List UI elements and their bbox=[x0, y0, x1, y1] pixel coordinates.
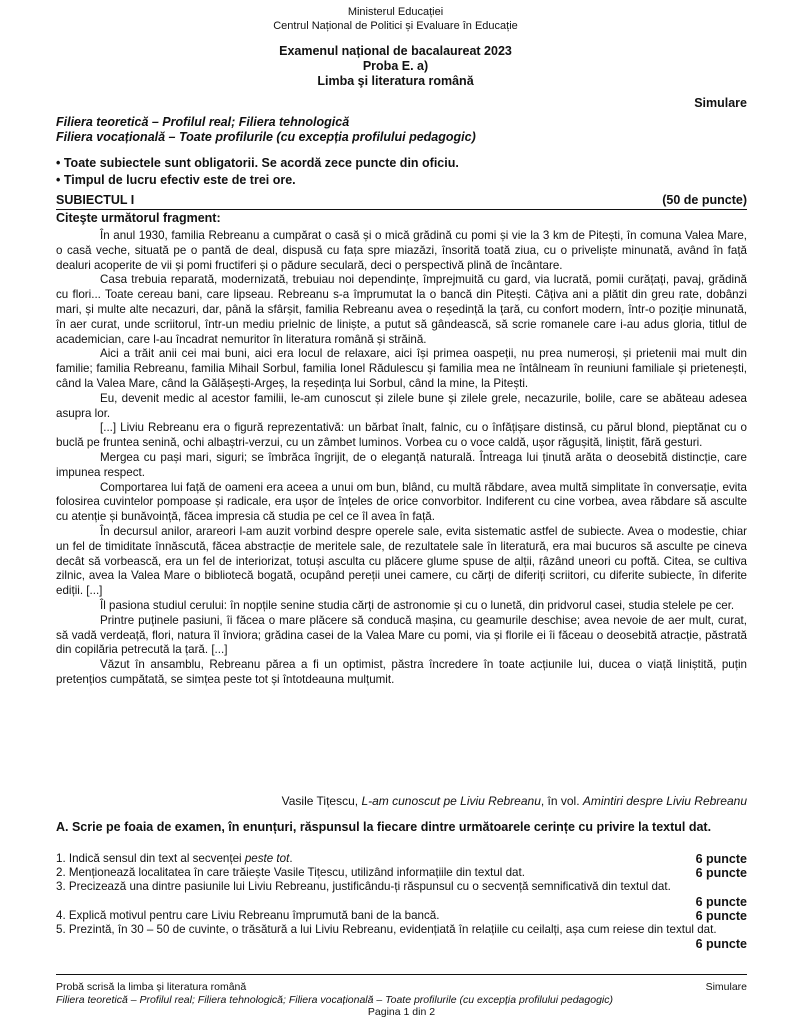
source-citation bbox=[282, 794, 747, 809]
subject-heading bbox=[56, 193, 747, 208]
question-points: 6 puncte bbox=[690, 937, 747, 951]
question-list bbox=[56, 852, 747, 952]
fragment-paragraph: Mergea cu pași mari, siguri; se îmbrăca îngrijit, de o eleganță naturală. Întreaga lui ținută arăta o deosebită distincție, care impunea respect. bbox=[56, 450, 747, 479]
filiera-block bbox=[56, 115, 476, 145]
question-1-text: 1. Indică sensul din text al secvenței bbox=[56, 852, 242, 865]
footer-simulare: Simulare bbox=[705, 981, 747, 993]
text-fragment bbox=[56, 229, 747, 688]
fragment-paragraph: În decursul anilor, arareori l-am auzit vorbind despre operele sale, evita sistematic astfel de subiecte. Avea o modestie, chiar un fel de timiditate înnăscută, făcea abstracție de meritele sale, de rezultatele sale în literatură, era mai bucuros să asculte pe cineva decât să vorbească, era un fel de interiorizat, totuși asculta cu plăcere glume spuse de alții, râzând uneori cu poftă. Citea, se cultiva zilnic, avea la Valea Mare o bibliotecă bogată, ocupând pereții unei camere, cu cărți de diferiți scriitori, cu diferite subiecte, în diferite ediții. [...] bbox=[56, 524, 747, 598]
center-name: Centrul Național de Politici și Evaluare în Educație bbox=[273, 20, 518, 32]
question-2-text: 2. Menționează localitatea în care trăiește Vasile Tițescu, utilizând informațiile din textul dat. bbox=[56, 866, 525, 880]
fragment-paragraph: Eu, devenit medic al acestor familii, le-am cunoscut și zilele bune și zilele grele, necazurile, bolile, care se abăteau adesea asupra lor. bbox=[56, 391, 747, 420]
exam-titles bbox=[0, 44, 791, 89]
fragment-paragraph: Comportarea lui față de oameni era aceea a unui om bun, blând, cu multă răbdare, avea multă simplitate în conversație, evita folosirea cuvintelor pompoase și radicale, era ușor de înțeles de orice convorbitor. Indiferent cu cine vorbea, avea răbdare să asculte cu atenție și bunăvoință, făcea impresia că studia pe cel ce îl avea în față. bbox=[56, 480, 747, 524]
question-3-text: 3. Precizează una dintre pasiunile lui Liviu Rebreanu, justificându-ți răspunsul cu o secvență semnificativă din textul dat. bbox=[56, 880, 671, 894]
question-1-end: . bbox=[289, 852, 293, 865]
filiera-line-1: Filiera teoretică – Profilul real; Filiera tehnologică bbox=[56, 115, 350, 129]
footer-exam: Probă scrisă la limba și literatura română bbox=[56, 981, 247, 993]
subject-divider bbox=[56, 209, 747, 210]
footer-filiera: Filiera teoretică – Profilul real; Filiera tehnologică; Filiera vocațională – Toate profilurile (cu excepția profilului pedagogic) bbox=[56, 993, 613, 1006]
fragment-paragraph: Aici a trăit anii cei mai buni, aici era locul de relaxare, aici își primea oaspeții, nu prea numeroși, și prietenii mai mult din familie; familia Rebreanu, familia Mihail Sorbul, familia Ionel Rădulescu și familia mea ne întâlneam în reuniuni familiale și prietenești, când la Valea Mare, când la Gălășești-Argeș, la reședința lui Sorbul, când la mine, la Pitești. bbox=[56, 347, 747, 390]
subject-name: Limba şi literatura română bbox=[317, 74, 474, 88]
footer-row bbox=[56, 975, 747, 994]
question-points: 6 puncte bbox=[695, 894, 747, 909]
fragment-paragraph: Văzut în ansamblu, Rebreanu părea a fi un optimist, păstra încredere în toate acțiunile lui, ducea o viață liniștită, puțin pretențios cumpătată, se simțea peste tot și întotdeauna mulțumit. bbox=[56, 658, 747, 686]
subject-title: SUBIECTUL I bbox=[56, 193, 135, 207]
fragment-paragraph: Îl pasiona studiul cerului: în nopțile senine studia cărți de astronomie și cu o lunetă, din pridvorul casei, studia stelele pe cer. bbox=[100, 598, 735, 612]
rule-item: • Timpul de lucru efectiv este de trei ore. bbox=[56, 173, 296, 187]
page-number: Pagina 1 din 2 bbox=[367, 1006, 436, 1018]
question-5 bbox=[56, 923, 747, 952]
fragment-paragraph: Casa trebuia reparată, modernizată, trebuiau noi dependințe, împrejmuită cu gard, via lucrată, pomii curățați, pavaj, grădină cu flori... Toate cereau bani, care lipseau. Rebreanu s-a împrumutat la o bancă din Pitești. Câțiva ani a plătit din greu rate, dobânzi mari, și multe alte necazuri, dar, până la sfârșit, familia Rebreanu avea o reședință la țară, cu confort modern, într-o poziție minunată, în aer curat, unde scriitorul, într-un mediu prielnic de liniște, a putut să gândească, să scrie romanele care i-au adus gloria, titlul de academician, care l-au încadrat nemuritor în literatura română și străină. bbox=[56, 273, 747, 346]
question-1-phrase: peste tot bbox=[244, 852, 290, 865]
question-4-text: 4. Explică motivul pentru care Liviu Rebreanu împrumută bani de la bancă. bbox=[56, 908, 440, 922]
ministry-name: Ministerul Educației bbox=[347, 6, 444, 18]
requirements-heading: A. Scrie pe foaia de examen, în enunțuri, răspunsul la fiecare dintre următoarele cerințe cu privire la textul dat. bbox=[56, 820, 712, 834]
source-title: L-am cunoscut pe Liviu Rebreanu bbox=[361, 794, 541, 808]
fragment-paragraph: În anul 1930, familia Rebreanu a cumpărat o casă și o mică grădină cu pomi și vie la 3 km de Pitești, în comuna Valea Mare, o casă veche, situată pe o pantă de deal, dispusă cu fața spre miazăzi, însorită toată ziua, cu o priveliște minunată, având în față dealuri acoperite de vii și pomi fructiferi și o pădure seculară, deci o perspectivă plină de încântare. bbox=[56, 229, 747, 272]
filiera-line-2: Filiera vocațională – Toate profilurile (cu excepția profilului pedagogic) bbox=[56, 130, 476, 144]
question-1 bbox=[56, 852, 747, 866]
question-2 bbox=[56, 866, 747, 880]
read-instruction: Citeşte următorul fragment: bbox=[56, 211, 221, 225]
exam-rules bbox=[56, 155, 459, 189]
question-3 bbox=[56, 880, 747, 908]
source-volume: Amintiri despre Liviu Rebreanu bbox=[582, 794, 747, 808]
question-points: 6 puncte bbox=[690, 866, 747, 880]
ministry-header bbox=[0, 5, 791, 33]
question-4 bbox=[56, 909, 747, 923]
rule-item: • Toate subiectele sunt obligatorii. Se acordă zece puncte din oficiu. bbox=[56, 156, 459, 170]
question-points: 6 puncte bbox=[690, 909, 747, 923]
fragment-paragraph: Printre puținele pasiuni, îi făcea o mare plăcere să conducă mașina, cu geamurile deschise; avea nevoie de aer mult, curat, să vadă verdeață, flori, natura îl înviora; grădina casei de la Valea Mare cu pomi, via și florile ei îi făceau o deosebită atracție, păstrată din copilăria petrecută la țară. [...] bbox=[56, 613, 747, 657]
question-points: 6 puncte bbox=[690, 852, 747, 866]
exam-title: Examenul național de bacalaureat 2023 bbox=[279, 44, 512, 58]
source-mid: , în vol. bbox=[540, 794, 580, 808]
source-author: Vasile Tițescu, bbox=[281, 794, 359, 808]
page-footer bbox=[56, 974, 747, 1019]
question-5-text: 5. Prezintă, în 30 – 50 de cuvinte, o trăsătură a lui Liviu Rebreanu, evidențiată în relațiile cu ceilalți, așa cum reiese din textul dat. bbox=[56, 923, 717, 937]
proba-label: Proba E. a) bbox=[362, 59, 429, 73]
simulare-label: Simulare bbox=[694, 96, 747, 110]
fragment-paragraph: [...] Liviu Rebreanu era o figură reprezentativă: un bărbat înalt, falnic, cu o înfățișare distinsă, cu părul blond, pieptănat cu o buclă pe fruntea senină, ochi albaștri-verzui, cu un zâmbet luminos. Vorbea cu o voce caldă, ușor răgușită, liniștit, fără gesturi. bbox=[56, 421, 747, 450]
subject-points: (50 de puncte) bbox=[662, 193, 747, 207]
